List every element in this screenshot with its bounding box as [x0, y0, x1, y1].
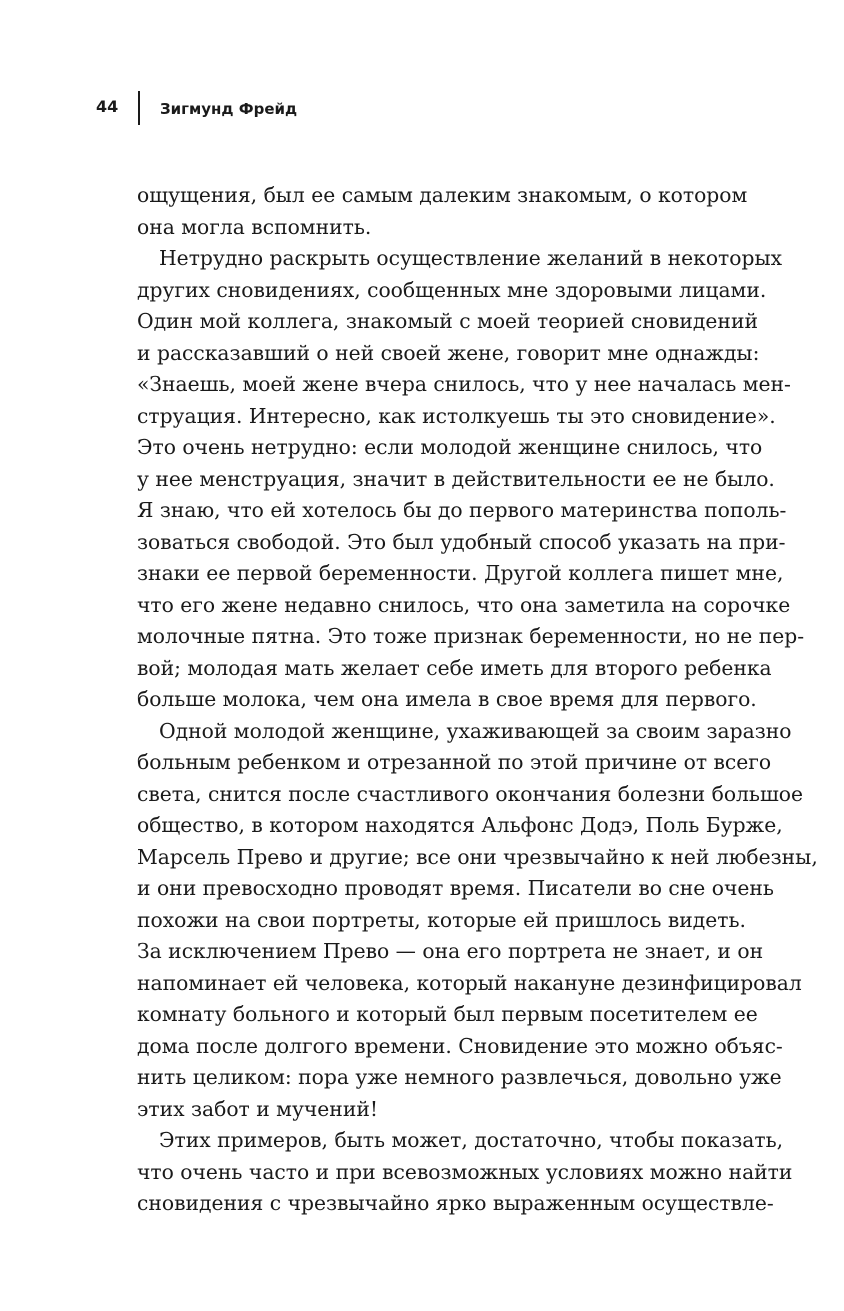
running-head [0, 91, 844, 127]
text-line: вой; молодая мать желает себе иметь для второго ребенка [137, 655, 772, 680]
text-line: и рассказавший о ней своей жене, говорит мне однажды: [137, 340, 760, 365]
text-line: Я знаю, что ей хотелось бы до первого материнства пополь- [137, 498, 787, 522]
text-line: ощущения, был ее самым далеким знакомым, о котором [137, 183, 748, 207]
text-line: похожи на свои портреты, которые ей пришлось видеть. [137, 907, 746, 932]
paragraph [137, 716, 818, 1126]
paragraph [137, 1125, 793, 1220]
text-line: комнату больного и который был первым посетителем ее [137, 1002, 758, 1026]
text-line: Этих примеров, быть может, достаточно, чтобы показать, [159, 1128, 784, 1152]
text-line: За исключением Прево — она его портрета не знает, и он [137, 939, 764, 963]
paragraph [137, 243, 805, 716]
text-line: Одной молодой женщине, ухаживающей за своим заразно [159, 718, 792, 743]
text-line: других сновидениях, сообщенных мне здоровыми лицами. [137, 277, 767, 302]
text-line: знаки ее первой беременности. Другой коллега пишет мне, [137, 561, 784, 585]
text-line: дома после долгого времени. Сновидение это можно объяс- [137, 1033, 783, 1058]
text-line: сновидения с чрезвычайно ярко выраженным осуществле- [137, 1191, 774, 1215]
text-line: у нее менструация, значит в действительности ее не было. [137, 466, 775, 491]
header-divider [138, 91, 140, 125]
page-number: 44 [96, 97, 119, 116]
author-name: Зигмунд Фрейд [160, 100, 298, 118]
body-text [137, 180, 818, 1220]
text-line: общество, в котором находятся Альфонс Додэ, Поль Бурже, [137, 813, 783, 837]
text-line: молочные пятна. Это тоже признак беременности, но не пер- [137, 624, 805, 648]
text-line: что его жене недавно снилось, что она заметила на сорочке [137, 592, 791, 617]
text-line: «Знаешь, моей жене вчера снилось, что у нее началась мен- [137, 372, 791, 396]
paragraph [137, 180, 748, 243]
text-line: Марсель Прево и другие; все они чрезвычайно к ней любезны, [137, 844, 818, 869]
text-line: больным ребенком и отрезанной по этой причине от всего [137, 750, 772, 774]
text-line: Нетрудно раскрыть осуществление желаний в некоторых [159, 246, 783, 270]
text-line: света, снится после счастливого окончания болезни большое [137, 781, 804, 806]
text-line: Это очень нетрудно: если молодой женщине снилось, что [137, 435, 763, 459]
text-line: нить целиком: пора уже немного развлечься, довольно уже [137, 1065, 782, 1089]
text-line: больше молока, чем она имела в свое время для первого. [137, 687, 757, 711]
text-line: зоваться свободой. Это был удобный способ указать на при- [137, 529, 786, 554]
text-line: этих забот и мучений! [137, 1096, 379, 1121]
text-line: она могла вспомнить. [137, 214, 372, 239]
text-line: струация. Интересно, как истолкуешь ты это сновидение». [137, 403, 776, 428]
text-line: Один мой коллега, знакомый с моей теорией сновидений [137, 309, 758, 333]
text-line: напоминает ей человека, который накануне дезинфицировал [137, 970, 802, 995]
text-line: что очень часто и при всевозможных условиях можно найти [137, 1159, 793, 1184]
text-line: и они превосходно проводят время. Писатели во сне очень [137, 876, 774, 900]
